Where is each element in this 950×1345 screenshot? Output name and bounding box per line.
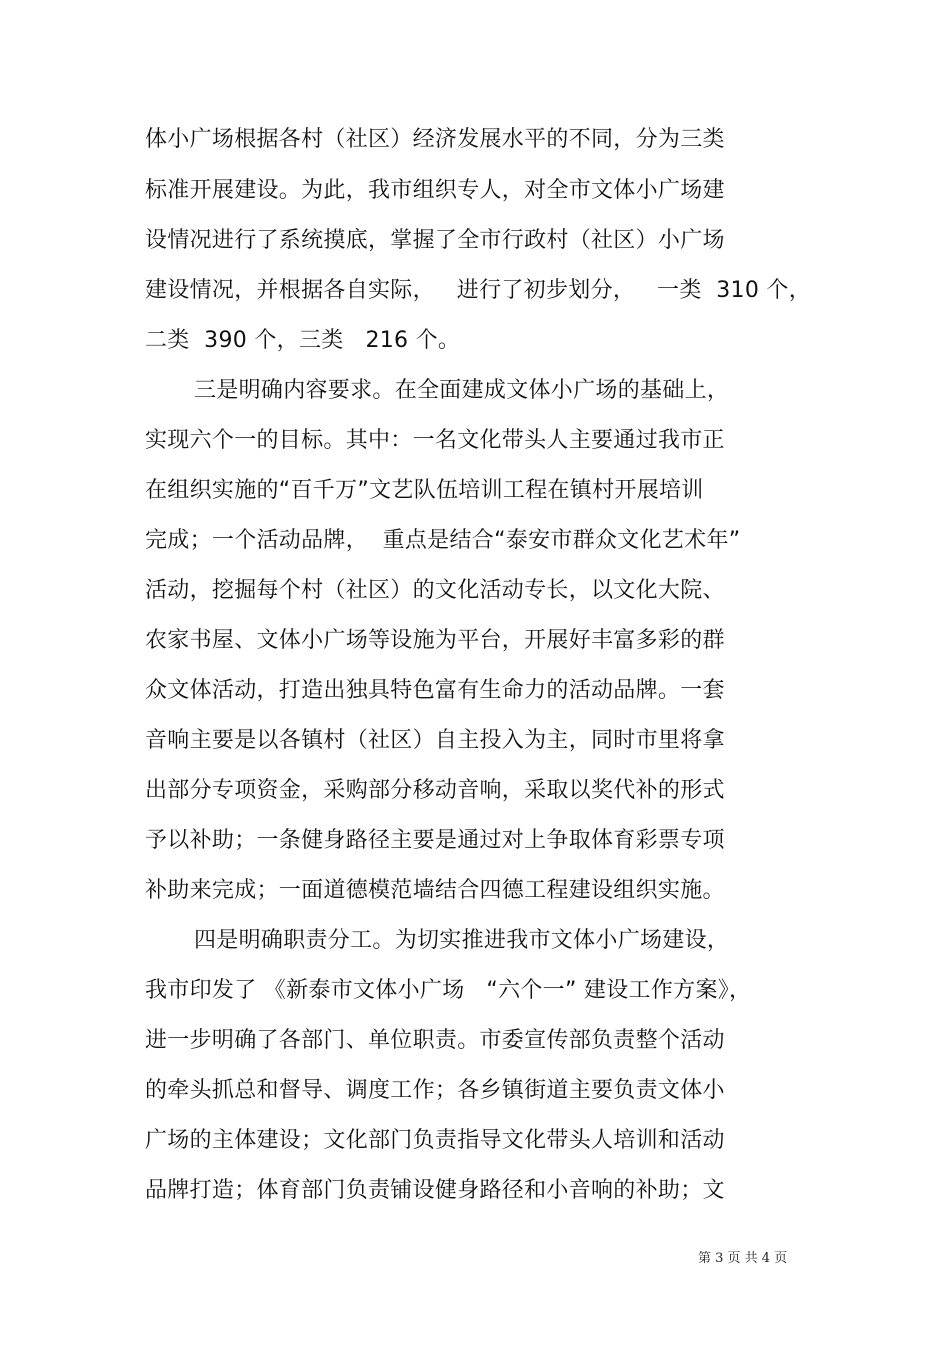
- text-line-18: 我市印发了 《新泰市文体小广场 “六个一” 建设工作方案》，: [145, 978, 752, 1003]
- paragraph-3-start: 三是明确内容要求。在全面建成文体小广场的基础上，: [194, 378, 730, 403]
- text-line-3: 设情况进行了系统摸底，掌握了全市行政村（社区）小广场: [145, 228, 725, 253]
- text-line-1: 体小广场根据各村（社区）经济发展水平的不同，分为三类: [145, 127, 725, 152]
- text-line-13: 音响主要是以各镇村（社区）自主投入为主，同时市里将拿: [145, 728, 725, 753]
- text-line-12: 众文体活动，打造出独具特色富有生命力的活动品牌。一套: [145, 678, 725, 703]
- text-line-19: 进一步明确了各部门、单位职责。市委宣传部负责整个活动: [145, 1028, 725, 1053]
- text-line-14: 出部分专项资金，采购部分移动音响，采取以奖代补的形式: [145, 778, 725, 803]
- text-line-10: 活动，挖掘每个村（社区）的文化活动专长，以文化大院、: [145, 578, 725, 603]
- text-line-4: 建设情况，并根据各自实际， 进行了初步划分， 一类 310 个，: [145, 278, 812, 303]
- page-number-footer: 第 3 页 共 4 页: [698, 1251, 788, 1266]
- text-line-8: 在组织实施的“百千万”文艺队伍培训工程在镇村开展培训: [145, 478, 704, 503]
- text-line-11: 农家书屋、文体小广场等设施为平台，开展好丰富多彩的群: [145, 628, 725, 653]
- text-line-15: 予以补助；一条健身路径主要是通过对上争取体育彩票专项: [145, 828, 725, 853]
- paragraph-4-start: 四是明确职责分工。为切实推进我市文体小广场建设，: [194, 928, 730, 953]
- text-line-7: 实现六个一的目标。其中：一名文化带头人主要通过我市正: [145, 428, 725, 453]
- text-line-22: 品牌打造；体育部门负责铺设健身路径和小音响的补助；文: [145, 1178, 725, 1203]
- text-line-9: 完成；一个活动品牌， 重点是结合“泰安市群众文化艺术年”: [145, 528, 741, 553]
- text-line-20: 的牵头抓总和督导、调度工作；各乡镇街道主要负责文体小: [145, 1078, 725, 1103]
- text-line-5: 二类 390 个，三类 216 个。: [145, 328, 461, 353]
- text-line-2: 标准开展建设。为此，我市组织专人，对全市文体小广场建: [145, 178, 725, 203]
- text-line-16: 补助来完成；一面道德模范墙结合四德工程建设组织实施。: [145, 878, 725, 903]
- text-line-21: 广场的主体建设；文化部门负责指导文化带头人培训和活动: [145, 1128, 725, 1153]
